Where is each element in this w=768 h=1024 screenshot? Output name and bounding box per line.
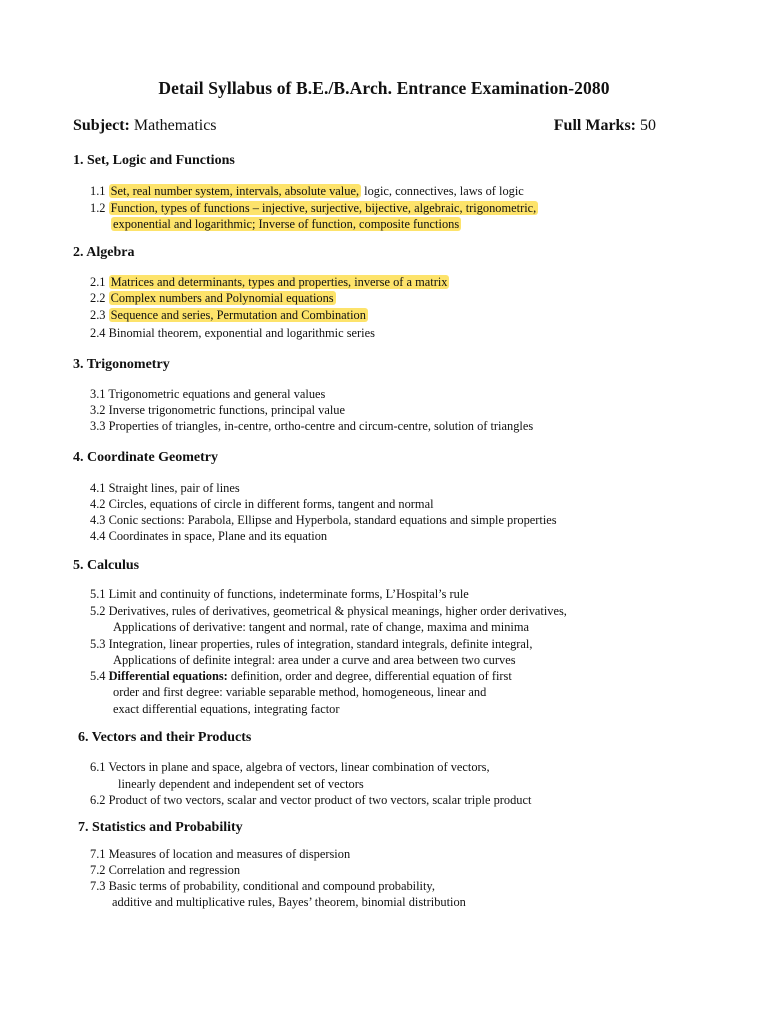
- item-number: 1.1: [90, 184, 106, 198]
- page-title: Detail Syllabus of B.E./B.Arch. Entrance Examination-2080: [158, 78, 610, 98]
- full-marks-label: Full Marks:: [553, 117, 636, 134]
- item-2-1: [90, 274, 449, 290]
- item-number: 1.2: [90, 201, 106, 215]
- item-2-2: [90, 290, 336, 306]
- item-number: 2.3: [90, 308, 106, 322]
- item-text: definition, order and degree, differential equation of first: [227, 669, 512, 683]
- full-marks-line: [554, 117, 656, 135]
- section-heading-vectors: 6. Vectors and their Products: [78, 730, 252, 745]
- subject-label: Subject:: [73, 117, 130, 134]
- item-7-3-continued: additive and multiplicative rules, Bayes’ theorem, binomial distribution: [112, 895, 466, 909]
- highlighted-text: Complex numbers and Polynomial equations: [110, 291, 334, 305]
- item-6-2: 6.2 Product of two vectors, scalar and vector product of two vectors, scalar triple product: [90, 793, 532, 807]
- section-heading-coordinate-geometry: 4. Coordinate Geometry: [73, 450, 219, 465]
- item-5-3-continued: Applications of definite integral: area under a curve and area between two curves: [113, 653, 516, 667]
- item-1-1: [90, 183, 524, 199]
- item-6-1-continued: linearly dependent and independent set of vectors: [118, 777, 364, 791]
- item-7-1: 7.1 Measures of location and measures of dispersion: [90, 847, 351, 861]
- item-1-2: [90, 200, 538, 216]
- section-heading-algebra: 2. Algebra: [73, 245, 135, 260]
- item-3-2: 3.2 Inverse trigonometric functions, principal value: [90, 403, 345, 417]
- bold-term: Differential equations:: [108, 669, 228, 683]
- item-2-3: [90, 307, 368, 323]
- item-7-3: 7.3 Basic terms of probability, conditional and compound probability,: [90, 879, 435, 893]
- item-5-1: 5.1 Limit and continuity of functions, indeterminate forms, L’Hospital’s rule: [90, 587, 469, 601]
- full-marks-value: 50: [640, 117, 656, 134]
- item-4-1: 4.1 Straight lines, pair of lines: [90, 481, 240, 495]
- item-5-4-continued: order and first degree: variable separable method, homogeneous, linear and: [113, 685, 487, 699]
- subject-value: Mathematics: [133, 117, 217, 134]
- item-3-3: 3.3 Properties of triangles, in-centre, ortho-centre and circum-centre, solution of triangles: [90, 419, 534, 433]
- item-3-1: 3.1 Trigonometric equations and general values: [90, 387, 326, 401]
- item-text: logic, connectives, laws of logic: [361, 184, 524, 198]
- item-7-2: 7.2 Correlation and regression: [90, 863, 241, 877]
- item-5-3: 5.3 Integration, linear properties, rules of integration, standard integrals, definite integral,: [90, 637, 533, 651]
- item-6-1: 6.1 Vectors in plane and space, algebra of vectors, linear combination of vectors,: [90, 760, 490, 774]
- highlighted-text: Function, types of functions – injective, surjective, bijective, algebraic, trigonometric,: [110, 201, 537, 215]
- highlighted-text: Sequence and series, Permutation and Combination: [110, 308, 366, 322]
- highlighted-text: exponential and logarithmic; Inverse of function, composite functions: [113, 217, 460, 231]
- item-number: 2.2: [90, 291, 106, 305]
- item-5-2: 5.2 Derivatives, rules of derivatives, geometrical & physical meanings, higher order derivatives,: [90, 604, 567, 618]
- subject-line: [73, 117, 217, 135]
- section-heading-statistics: 7. Statistics and Probability: [78, 820, 243, 835]
- item-2-4: 2.4 Binomial theorem, exponential and logarithmic series: [90, 326, 375, 340]
- item-number: 2.1: [90, 275, 106, 289]
- highlighted-text: Matrices and determinants, types and properties, inverse of a matrix: [110, 275, 448, 289]
- item-4-3: 4.3 Conic sections: Parabola, Ellipse and Hyperbola, standard equations and simple properties: [90, 513, 557, 527]
- highlighted-text: Set, real number system, intervals, absolute value,: [110, 184, 360, 198]
- item-5-4-continued-2: exact differential equations, integrating factor: [113, 702, 340, 716]
- item-5-4: [90, 668, 512, 684]
- item-4-2: 4.2 Circles, equations of circle in different forms, tangent and normal: [90, 497, 434, 511]
- item-number: 5.4: [90, 669, 106, 683]
- item-1-2-continued: [111, 216, 461, 232]
- item-4-4: 4.4 Coordinates in space, Plane and its equation: [90, 529, 328, 543]
- section-heading-set-logic: 1. Set, Logic and Functions: [73, 153, 235, 168]
- section-heading-trigonometry: 3. Trigonometry: [73, 357, 170, 372]
- section-heading-calculus: 5. Calculus: [73, 558, 140, 573]
- item-5-2-continued: Applications of derivative: tangent and normal, rate of change, maxima and minima: [113, 620, 529, 634]
